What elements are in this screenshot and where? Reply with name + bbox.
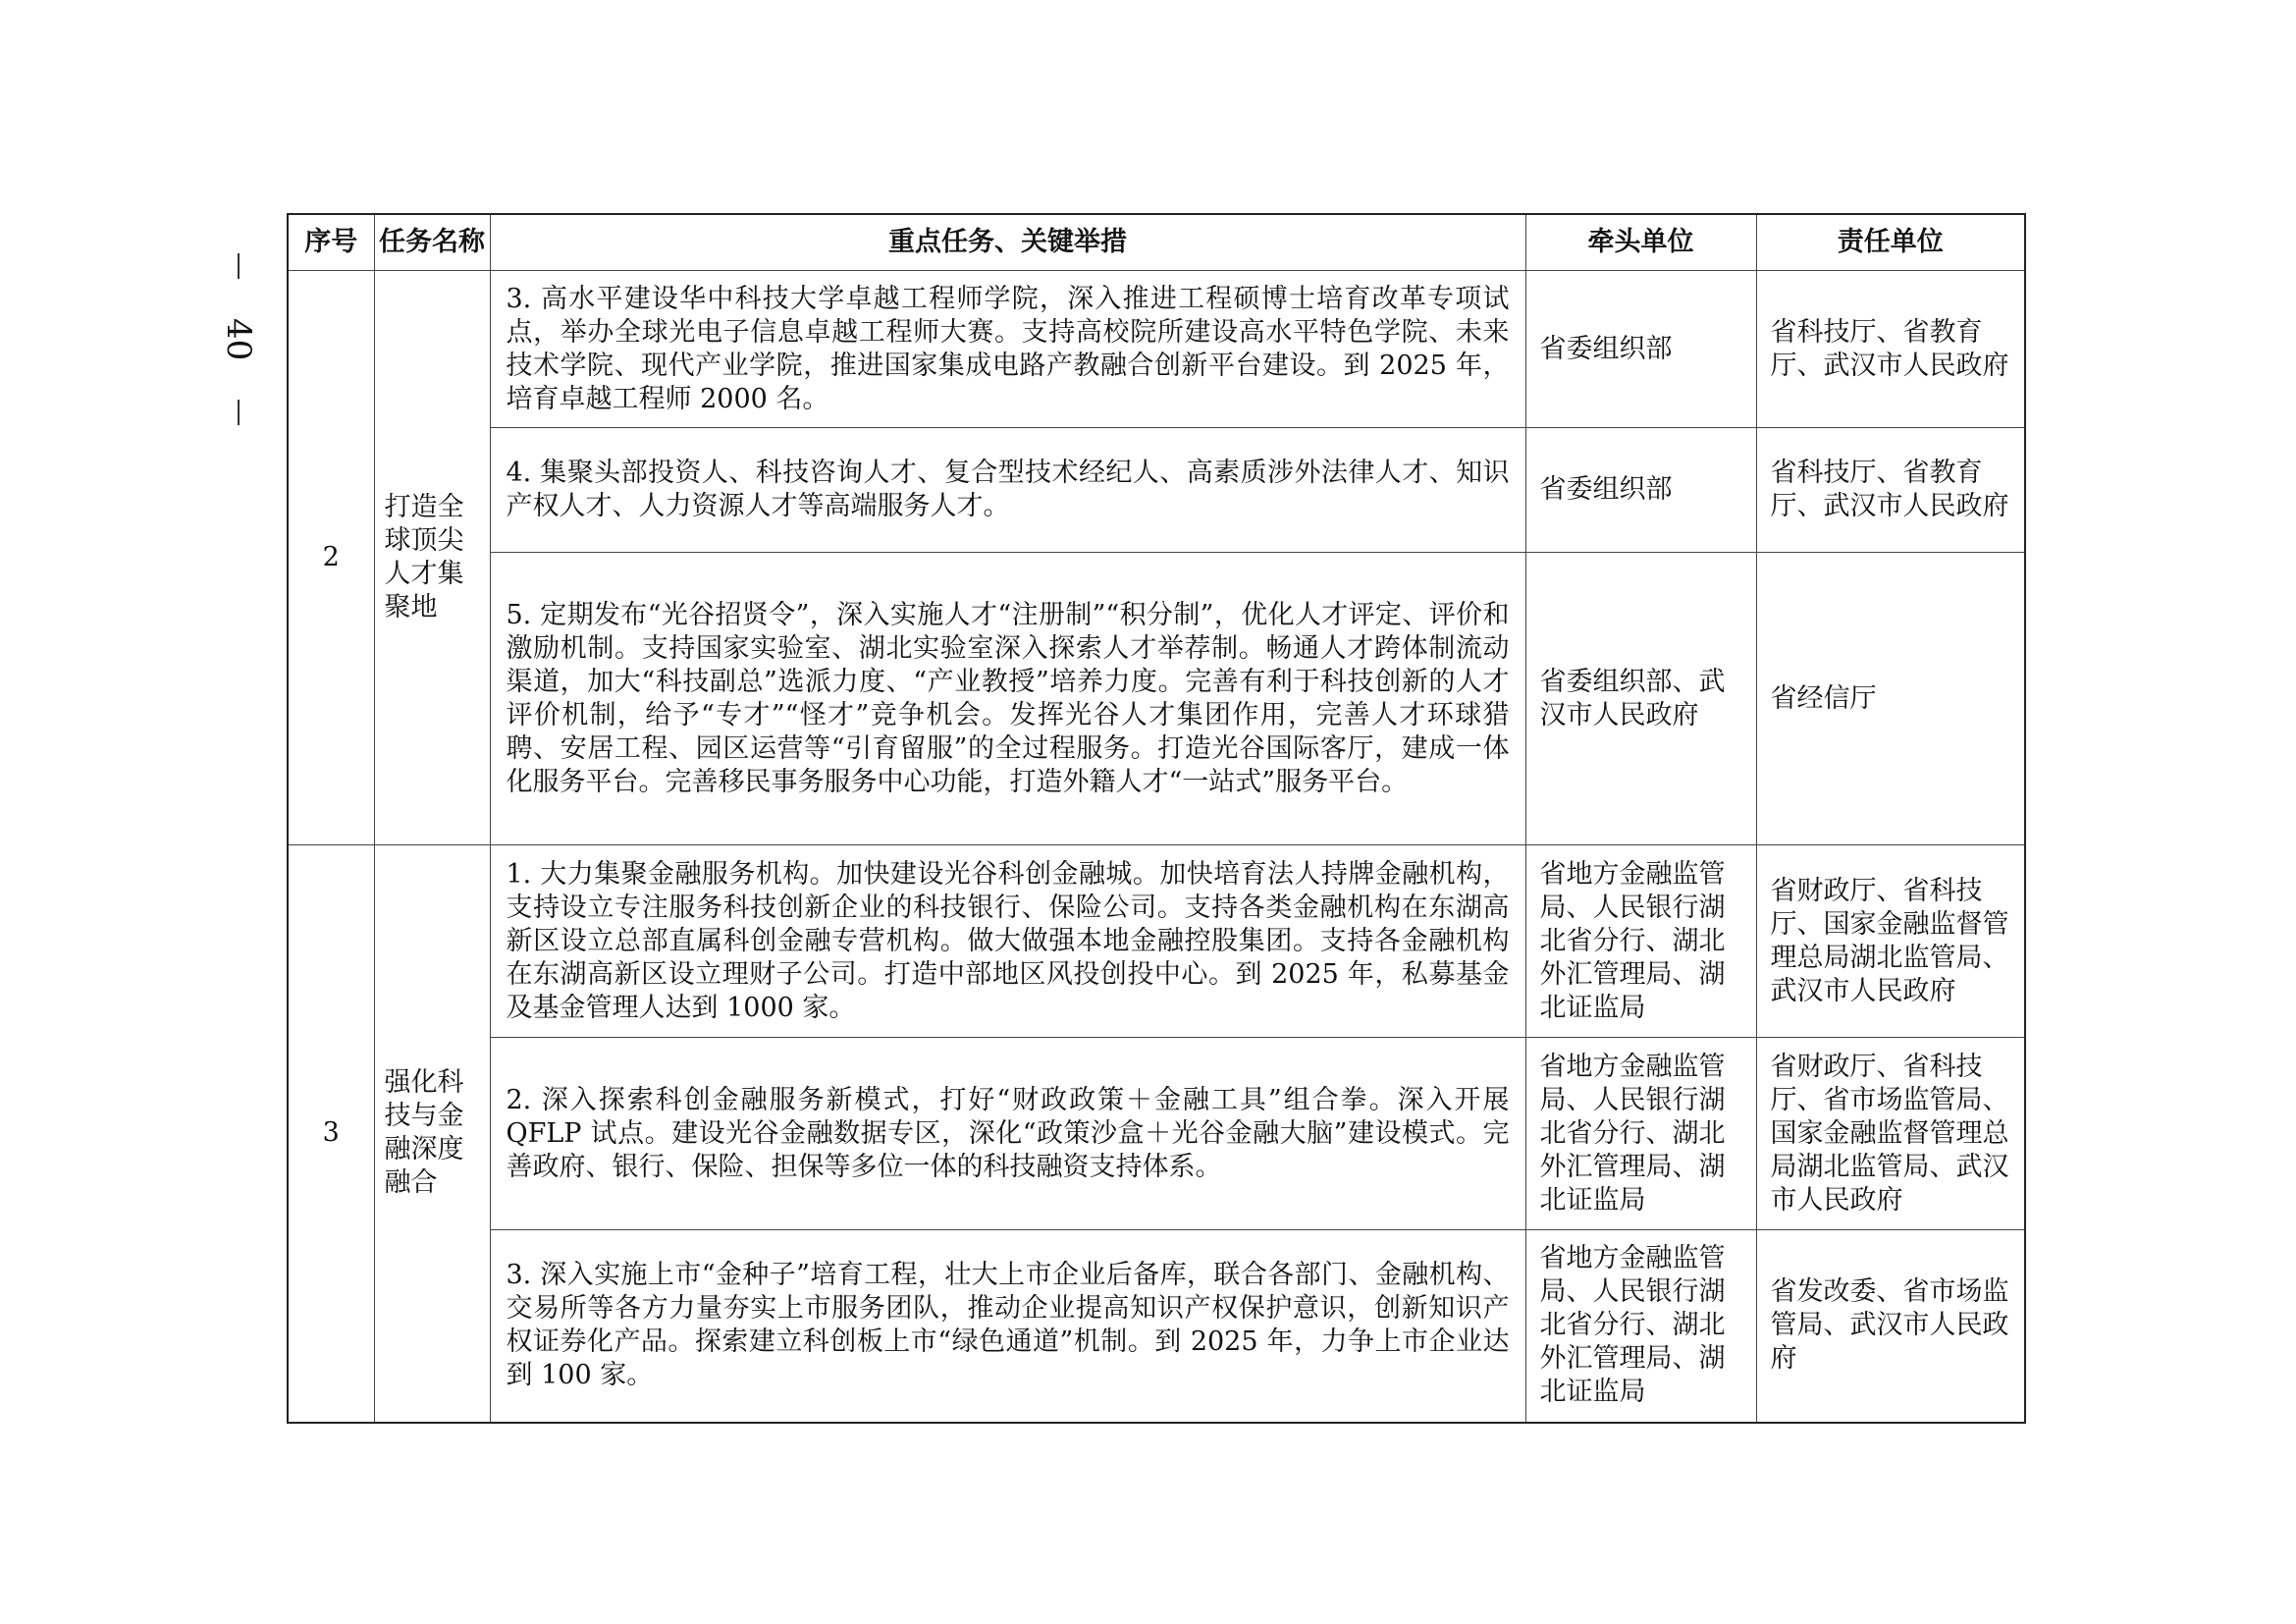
task-table [287,213,2026,1424]
header-task-name: 任务名称 [374,214,490,271]
table-row [288,271,2025,428]
page-number [214,253,263,430]
header-seq: 序号 [288,214,374,271]
measure-cell: 1. 大力集聚金融服务机构。加快建设光谷科创金融城。加快培育法人持牌金融机构，支持设立专注服务科技创新企业的科技银行、保险公司。支持各类金融机构在东湖高新区设立总部直属科创金融专营机构。做大做强本地金融控股集团。支持各金融机构在东湖高新区设立理财子公司。打造中部地区风投创投中心。到 2025 年，私募基金及基金管理人达到 1000 家。 [490,845,1525,1038]
header-responsible-unit: 责任单位 [1756,214,2025,271]
responsible-unit-cell: 省科技厅、省教育厅、武汉市人民政府 [1756,271,2025,428]
table-row [288,428,2025,553]
measure-cell: 3. 高水平建设华中科技大学卓越工程师学院，深入推进工程硕博士培育改革专项试点，举办全球光电子信息卓越工程师大赛。支持高校院所建设高水平特色学院、未来技术学院、现代产业学院，推进国家集成电路产教融合创新平台建设。到 2025 年，培育卓越工程师 2000 名。 [490,271,1525,428]
measure-cell: 3. 深入实施上市“金种子”培育工程，壮大上市企业后备库，联合各部门、金融机构、交易所等各方力量夯实上市服务团队，推动企业提高知识产权保护意识，创新知识产权证券化产品。探索建立科创板上市“绿色通道”机制。到 2025 年，力争上市企业达到 100 家。 [490,1230,1525,1423]
table-row [288,1230,2025,1423]
group-task-name: 强化科技与金融深度融合 [374,845,490,1423]
group-seq: 3 [288,845,374,1423]
page-number-dash-top [238,253,240,279]
responsible-unit-cell: 省财政厅、省科技厅、国家金融监督管理总局湖北监管局、武汉市人民政府 [1756,845,2025,1038]
measure-cell: 2. 深入探索科创金融服务新模式，打好“财政政策＋金融工具”组合拳。深入开展 QFLP 试点。建设光谷金融数据专区，深化“政策沙盒＋光谷金融大脑”建设模式。完善政府、银行、保险、担保等多位一体的科技融资支持体系。 [490,1038,1525,1230]
header-lead-unit: 牵头单位 [1525,214,1756,271]
responsible-unit-cell: 省财政厅、省科技厅、省市场监管局、国家金融监督管理总局湖北监管局、武汉市人民政府 [1756,1038,2025,1230]
measure-cell: 4. 集聚头部投资人、科技咨询人才、复合型技术经纪人、高素质涉外法律人才、知识产权人才、人力资源人才等高端服务人才。 [490,428,1525,553]
lead-unit-cell: 省委组织部 [1525,271,1756,428]
measure-cell: 5. 定期发布“光谷招贤令”，深入实施人才“注册制”“积分制”，优化人才评定、评价和激励机制。支持国家实验室、湖北实验室深入探索人才举荐制。畅通人才跨体制流动渠道，加大“科技副总”选派力度、“产业教授”培养力度。完善有利于科技创新的人才评价机制，给予“专才”“怪才”竞争机会。发挥光谷人才集团作用，完善人才环球猎聘、安居工程、园区运营等“引育留服”的全过程服务。打造光谷国际客厅，建成一体化服务平台。完善移民事务服务中心功能，打造外籍人才“一站式”服务平台。 [490,553,1525,845]
group-task-name: 打造全球顶尖人才集聚地 [374,271,490,845]
lead-unit-cell: 省委组织部、武汉市人民政府 [1525,553,1756,845]
lead-unit-cell: 省地方金融监管局、人民银行湖北省分行、湖北外汇管理局、湖北证监局 [1525,845,1756,1038]
page-number-dash-bottom [238,400,240,425]
responsible-unit-cell: 省经信厅 [1756,553,2025,845]
lead-unit-cell: 省地方金融监管局、人民银行湖北省分行、湖北外汇管理局、湖北证监局 [1525,1230,1756,1423]
responsible-unit-cell: 省发改委、省市场监管局、武汉市人民政府 [1756,1230,2025,1423]
table-header-row [288,214,2025,271]
page-number-text: 40 [219,318,258,361]
table-row [288,1038,2025,1230]
group-seq: 2 [288,271,374,845]
header-measures: 重点任务、关键举措 [490,214,1525,271]
lead-unit-cell: 省委组织部 [1525,428,1756,553]
lead-unit-cell: 省地方金融监管局、人民银行湖北省分行、湖北外汇管理局、湖北证监局 [1525,1038,1756,1230]
table-row [288,845,2025,1038]
responsible-unit-cell: 省科技厅、省教育厅、武汉市人民政府 [1756,428,2025,553]
table-row [288,553,2025,845]
